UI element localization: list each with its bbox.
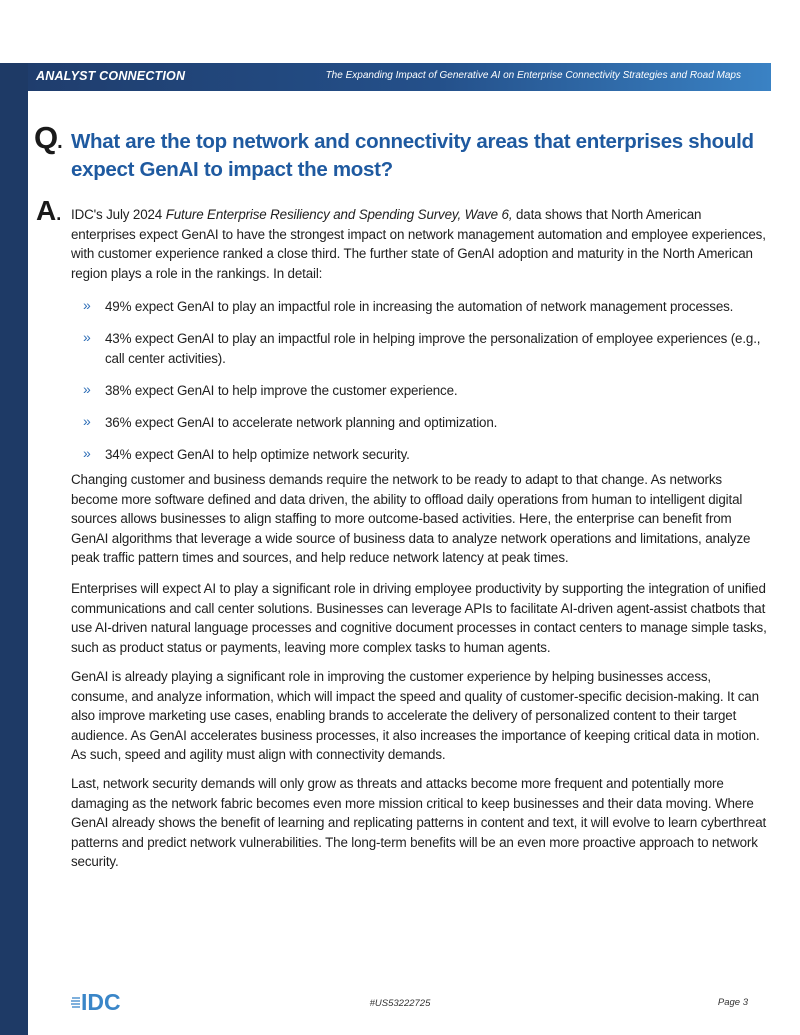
paragraph-network-security: Last, network security demands will only grow as threats and attacks become more frequent and potentially more damaging as the network fabric becomes even more mission critical to keep businesses and their data moving. Where GenAI already shows the benefit of learning and replicating patterns in content and text, it will evolve to learn cyberthreat patterns and predict network vulnerabilities. The long-term benefits will be an even more proactive approach to network security. xyxy=(71,776,767,870)
question-text: What are the top network and connectivity areas that enterprises should expect GenAI to impact the most? xyxy=(71,130,754,181)
double-chevron-right-icon: » xyxy=(83,380,91,397)
left-accent-bar xyxy=(0,63,28,1035)
double-chevron-right-icon: » xyxy=(83,444,91,461)
document-id: #US53222725 xyxy=(369,998,431,1009)
findings-list xyxy=(71,297,768,477)
list-item: » 49% expect GenAI to play an impactful role in increasing the automation of network management processes. xyxy=(83,297,734,314)
list-item: » 43% expect GenAI to play an impactful role in helping improve the personalization of employee experiences (e.g., call center activities). xyxy=(83,329,761,366)
paragraph-employee-productivity: Enterprises will expect AI to play a significant role in driving employee productivity by supporting the integration of unified communications and call center solutions. Businesses can leverage APIs to facilitate AI-driven agent-assist chatbots that use AI-driven natural language processes and cognitive document processes in contact centers to manage simple tasks, such as product status or payments, leaving more complex tasks to human agents. xyxy=(71,581,767,655)
header-band xyxy=(28,63,771,91)
answer-marker: A. xyxy=(36,195,62,226)
survey-source: Future Enterprise Resiliency and Spending Survey, Wave 6, xyxy=(165,207,513,222)
question-marker: Q. xyxy=(34,120,62,155)
logo-text: IDC xyxy=(81,990,121,1014)
double-chevron-right-icon: » xyxy=(83,329,91,346)
report-title: The Expanding Impact of Generative AI on Enterprise Connectivity Strategies and Road Maps xyxy=(325,70,741,81)
double-chevron-right-icon: » xyxy=(83,297,91,313)
paragraph-network-automation: Changing customer and business demands require the network to be ready to adapt to that change. As networks become more software defined and data driven, the ability to offload daily operations from human to intelligent digital sources allows businesses to align staffing to more outcome-based activities. Here, the enterprise can benefit from GenAI algorithms that leverage a wide source of business data to analyze network operations and limitations, analyze peak traffic pattern times and sources, and help reduce network latency at peak times. xyxy=(71,472,751,566)
section-label: ANALYST CONNECTION xyxy=(36,69,186,83)
double-chevron-right-icon: » xyxy=(83,412,91,429)
list-item: » 38% expect GenAI to help improve the customer experience. xyxy=(83,380,458,398)
list-item: » 36% expect GenAI to accelerate network planning and optimization. xyxy=(83,412,498,430)
list-item: » 34% expect GenAI to help optimize network security. xyxy=(83,444,410,462)
paragraph-customer-experience: GenAI is already playing a significant role in improving the customer experience by helping businesses access, consume, and analyze information, which will impact the speed and quality of customer-specific decision-making. It can also improve marketing use cases, enabling brands to accelerate the delivery of personalized content to their target audience. As GenAI accelerates business processes, it also increases the importance of keeping critical data in motion. As such, speed and agility must align with connectivity demands. xyxy=(71,669,760,763)
page-number: Page 3 xyxy=(717,997,748,1008)
answer-intro: IDC's July 2024 Future Enterprise Resiliency and Spending Survey, Wave 6, data shows that North American enterprises expect GenAI to have the strongest impact on network management automation and employee experiences, with customer experience ranked a close third. The further state of GenAI adoption and maturity in the North American region plays a role in the rankings. In detail: xyxy=(71,207,766,281)
